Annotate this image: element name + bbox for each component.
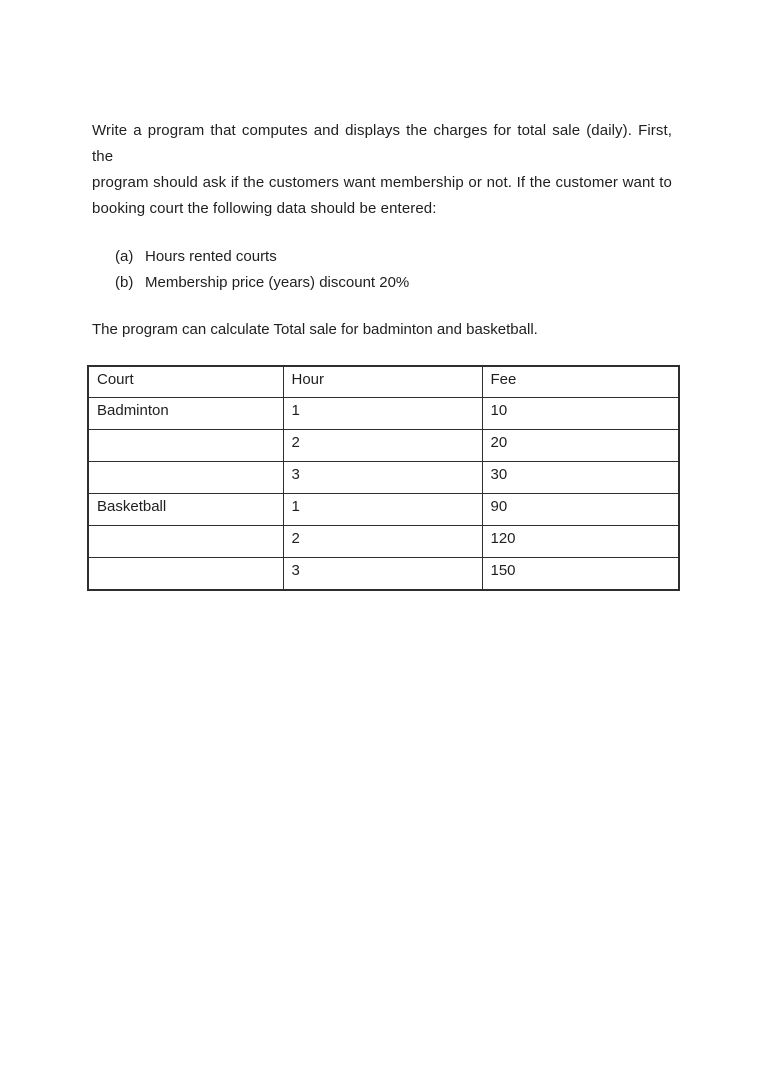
closing-paragraph: The program can calculate Total sale for badminton and basketball. bbox=[92, 321, 538, 338]
list-item-b bbox=[115, 270, 672, 296]
list-item-a bbox=[115, 244, 672, 270]
paragraph-line: Write a program that computes and displays the charges for total sale (daily). First, the bbox=[92, 122, 672, 165]
table-cell-court bbox=[88, 430, 283, 462]
table-cell-hour: 2 bbox=[283, 526, 482, 558]
paragraph-line: program should ask if the customers want membership or not. If the customer want to bbox=[92, 174, 672, 191]
table-cell-fee: 30 bbox=[482, 462, 679, 494]
table-header-row bbox=[88, 366, 679, 398]
table-row bbox=[88, 398, 679, 430]
fee-table bbox=[87, 365, 680, 591]
table-row bbox=[88, 430, 679, 462]
table-row bbox=[88, 462, 679, 494]
table-cell-fee: 120 bbox=[482, 526, 679, 558]
table-header-hour: Hour bbox=[283, 366, 482, 398]
list-item-text: Membership price (years) discount 20% bbox=[145, 274, 410, 291]
table-cell-hour: 2 bbox=[283, 430, 482, 462]
table-cell-hour: 3 bbox=[283, 462, 482, 494]
table-cell-fee: 150 bbox=[482, 558, 679, 591]
table-cell-hour: 3 bbox=[283, 558, 482, 591]
list-marker: (a) bbox=[115, 248, 134, 265]
table-cell-court: Badminton bbox=[88, 398, 283, 430]
list-item-text: Hours rented courts bbox=[145, 248, 277, 265]
table-row bbox=[88, 526, 679, 558]
table-header-fee: Fee bbox=[482, 366, 679, 398]
table-cell-hour: 1 bbox=[283, 494, 482, 526]
requirements-list bbox=[115, 244, 672, 296]
table-cell-hour: 1 bbox=[283, 398, 482, 430]
table-cell-fee: 90 bbox=[482, 494, 679, 526]
table-cell-fee: 20 bbox=[482, 430, 679, 462]
table-cell-court bbox=[88, 526, 283, 558]
table-header-court: Court bbox=[88, 366, 283, 398]
table-cell-court bbox=[88, 558, 283, 591]
table-cell-fee: 10 bbox=[482, 398, 679, 430]
table-cell-court: Basketball bbox=[88, 494, 283, 526]
paragraph-line: booking court the following data should be entered: bbox=[92, 200, 437, 217]
table-row bbox=[88, 558, 679, 591]
list-marker: (b) bbox=[115, 274, 134, 291]
intro-paragraph bbox=[92, 118, 672, 222]
table-cell-court bbox=[88, 462, 283, 494]
table-row bbox=[88, 494, 679, 526]
